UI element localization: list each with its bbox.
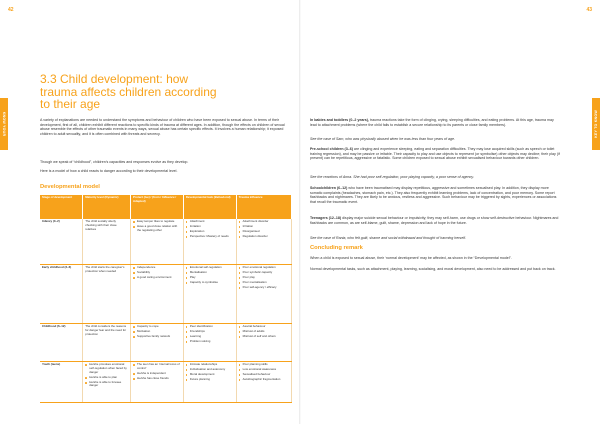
list-item: Perspective: Mastery of needs	[186, 235, 234, 239]
side-tab-left	[0, 98, 8, 150]
list-item: Easy temper likes to regulate	[133, 220, 181, 224]
section-title-line: to their age	[40, 97, 101, 111]
list-item: Poor mentalisation	[239, 281, 289, 285]
list-item: Poor emotional regulation	[239, 266, 289, 270]
stage-cell: Childhood (6–12)	[40, 324, 83, 362]
right-page	[300, 0, 600, 424]
list-item: Autobiographic fragmentation	[239, 378, 289, 382]
list-item: Capacity to cope	[133, 325, 181, 329]
list-item: He/she is independent	[133, 372, 181, 376]
body-paragraph	[310, 216, 560, 225]
paragraph-text: are clinging and experience sleeping, eating and separation difficulties. They may lose acquired skills (such as speech or toilet training regression), and may be passive or irritable. Their capacity to play and use objects to represent (or symbolise) other objects may decline; their play (if present) can be repetitious, aggressive or fatalistic. Some children exposed to sexual abuse exhibit sexualised behaviour towards other children.	[310, 147, 560, 161]
maturity-cell	[83, 362, 131, 403]
list-item: Motivation	[133, 330, 181, 334]
paragraph-text: display major suicide sexual behaviour or impulsivity; they may self-harm, use drugs or show self-destructive behaviour. Nightmares and flashbacks are common, as are self-blame, guilt, shame, depression and lack of hope in the future.	[310, 216, 559, 225]
section-title	[40, 73, 260, 111]
list-item: Regulation disorder	[239, 235, 289, 239]
stage-cell: Youth (teens)	[40, 362, 83, 403]
list-item: Mentalisation	[186, 271, 234, 275]
task-cell	[183, 362, 236, 403]
list-item: Asocial behaviour	[239, 325, 289, 329]
intro-paragraph: Though we speak of “childhood”, children’s capacities and responses evolve as they develop.	[40, 160, 189, 164]
side-tab-right-label: KEY TO KNOW	[594, 110, 598, 138]
paragraph-text: who have been traumatised may display repetitious, aggressive and sometimes sexualised play. In addition, they display more somatic complaints (headaches, stomach pain, etc.). They also frequently exhibit learning problems, lack of concentration, and poor memory. Some report flashbacks and nightmares. They are likely to be anxious, restless and aggressive. Such behaviour may be triggered by sights, experiences or associations that recall the traumatic event.	[310, 186, 557, 204]
body-paragraph	[310, 186, 560, 204]
list-item: He/she has close friends	[133, 377, 181, 381]
table-row	[40, 219, 292, 265]
trauma-cell	[236, 362, 291, 403]
task-cell	[183, 265, 236, 324]
table-header-cell: Stage of development	[40, 195, 83, 219]
list-item: Learning	[186, 335, 234, 339]
list-item: He/she is able to plan	[85, 376, 128, 380]
maturity-cell: The child socially utterly checking with their close relatives	[83, 219, 131, 265]
intro-paragraph: A variety of explanations are needed to understand the symptoms and behaviour of children who have been exposed to sexual abuse. In terms of their development, first of all, children exhibit different reactions to specific kinds of trauma at different ages. In addition, though the effects on children of sexual abuse resemble the effects of other traumatic events in many ways, sexual abuse has certain specific effects. It involves a human relationship; it exposed children to adult sexuality, and it is often combined with threats and secrecy.	[40, 118, 285, 136]
table-header-cell: Developmental task (Behavioral)	[183, 195, 236, 219]
list-item: Low emotional awareness	[239, 368, 289, 372]
list-item: Attachment	[186, 220, 234, 224]
case-reference: See the case of Sam, who was physically abused when he was less than four years of age.	[310, 137, 456, 141]
list-item: Sexualised behaviour	[239, 373, 289, 377]
list-item: He/she is able to foresee danger	[85, 381, 128, 389]
list-item: A good caring environment	[133, 276, 181, 280]
list-item: Supportive family network	[133, 335, 181, 339]
concluding-paragraph: Normal developmental tasks, such as attachment, playing, learning, socialising, and moral development, also need to be addressed and put back on track.	[310, 267, 556, 271]
side-tab-right	[592, 98, 600, 150]
maturity-cell: The child considers the reasons for danger fear and the need for protection	[83, 324, 131, 362]
list-item: Poor planning skills	[239, 363, 289, 367]
section-title-line: trauma affects children according	[40, 84, 217, 99]
page-number-right: 43	[586, 7, 592, 13]
task-cell	[183, 219, 236, 265]
table-heading: Developmental model	[40, 184, 100, 190]
list-item: Independence	[133, 266, 181, 270]
trauma-cell	[236, 265, 291, 324]
stage-cell: Infancy (0–2)	[40, 219, 83, 265]
list-item: Capacity to symbolise	[186, 281, 234, 285]
body-paragraph	[310, 118, 560, 127]
list-item: Moral development	[186, 373, 234, 377]
stage-cell: Early childhood (2–6)	[40, 265, 83, 324]
protect-cell	[131, 219, 184, 265]
list-item: Friendships	[186, 330, 234, 334]
page-number-left: 42	[8, 7, 14, 13]
list-item: Have a good close relation with the regulating other	[133, 225, 181, 233]
list-item: The teen has an ‘internal locus of control’	[133, 363, 181, 371]
list-item: Intimate relationships	[186, 363, 234, 367]
paragraph-text: trauma reactions take the form of clinging, crying, sleeping difficulties, and eating problems. At this age, trauma may lead to attachment problems (where the child fails to establish a secure relationship to its parents or close family members).	[310, 118, 554, 127]
body-paragraph	[310, 147, 560, 161]
list-item: Mistrust of adults	[239, 330, 289, 334]
list-item: Emotional self-regulation	[186, 266, 234, 270]
list-item: Imitation	[186, 225, 234, 229]
side-tab-left-label: KNOW YOUR	[2, 111, 6, 137]
table-header-cell: Trauma influence	[236, 195, 291, 219]
maturity-cell: The child starts the caregiver’s protection when needed	[83, 265, 131, 324]
list-item: Sociability	[133, 271, 181, 275]
intro-paragraph: Here is a model of how a child reacts to danger according to their developmental level.	[40, 169, 178, 173]
list-item: Poor self-agency / efficacy	[239, 286, 289, 290]
table-row	[40, 265, 292, 324]
list-item: Disorganised	[239, 230, 289, 234]
table-header-row	[40, 195, 292, 219]
concluding-paragraph: When a child is exposed to sexual abuse, their ‘normal development’ may be affected, as shown in the “Developmental model”.	[310, 256, 512, 260]
list-item: Peer identification	[186, 325, 234, 329]
paragraph-lead: Pre-school children (3–6)	[310, 147, 353, 151]
list-item: Future planning	[186, 378, 234, 382]
list-item: Individuation and autonomy	[186, 368, 234, 372]
paragraph-lead: Schoolchildren (6–12)	[310, 186, 348, 190]
developmental-model-table	[40, 195, 292, 403]
list-item: Exploration	[186, 230, 234, 234]
table-header-cell: Protect (ive) / (from / Influence / Adapted)	[131, 195, 184, 219]
list-item: Poor play	[239, 276, 289, 280]
paragraph-lead: In babies and toddlers (0–2 years),	[310, 118, 369, 122]
concluding-heading: Concluding remark	[310, 245, 363, 251]
protect-cell	[131, 324, 184, 362]
list-item: Play	[186, 276, 234, 280]
table-row	[40, 362, 292, 403]
list-item: Problem solving	[186, 340, 234, 344]
list-item: Irritation	[239, 225, 289, 229]
task-cell	[183, 324, 236, 362]
list-item: Mistrust of self and others	[239, 335, 289, 339]
trauma-cell	[236, 219, 291, 265]
table-header-cell: Maturity level (Dynamic)	[83, 195, 131, 219]
paragraph-lead: Teenagers (12–18)	[310, 216, 342, 220]
list-item: Poor symbolic capacity	[239, 271, 289, 275]
table-row	[40, 324, 292, 362]
case-reference: See the case of Rania, who felt guilt, shame and social withdrawal and thought of harming herself.	[310, 236, 467, 240]
protect-cell	[131, 265, 184, 324]
trauma-cell	[236, 324, 291, 362]
section-title-line: 3.3 Child development: how	[40, 72, 189, 86]
case-reference: See the reactions of Anna. She had poor self-regulation, poor playing capacity, a poor sense of agency.	[310, 175, 474, 179]
protect-cell	[131, 362, 184, 403]
list-item: He/she provokes emotional self-regulation when faced by danger	[85, 363, 128, 374]
list-item: Attachment disorder	[239, 220, 289, 224]
